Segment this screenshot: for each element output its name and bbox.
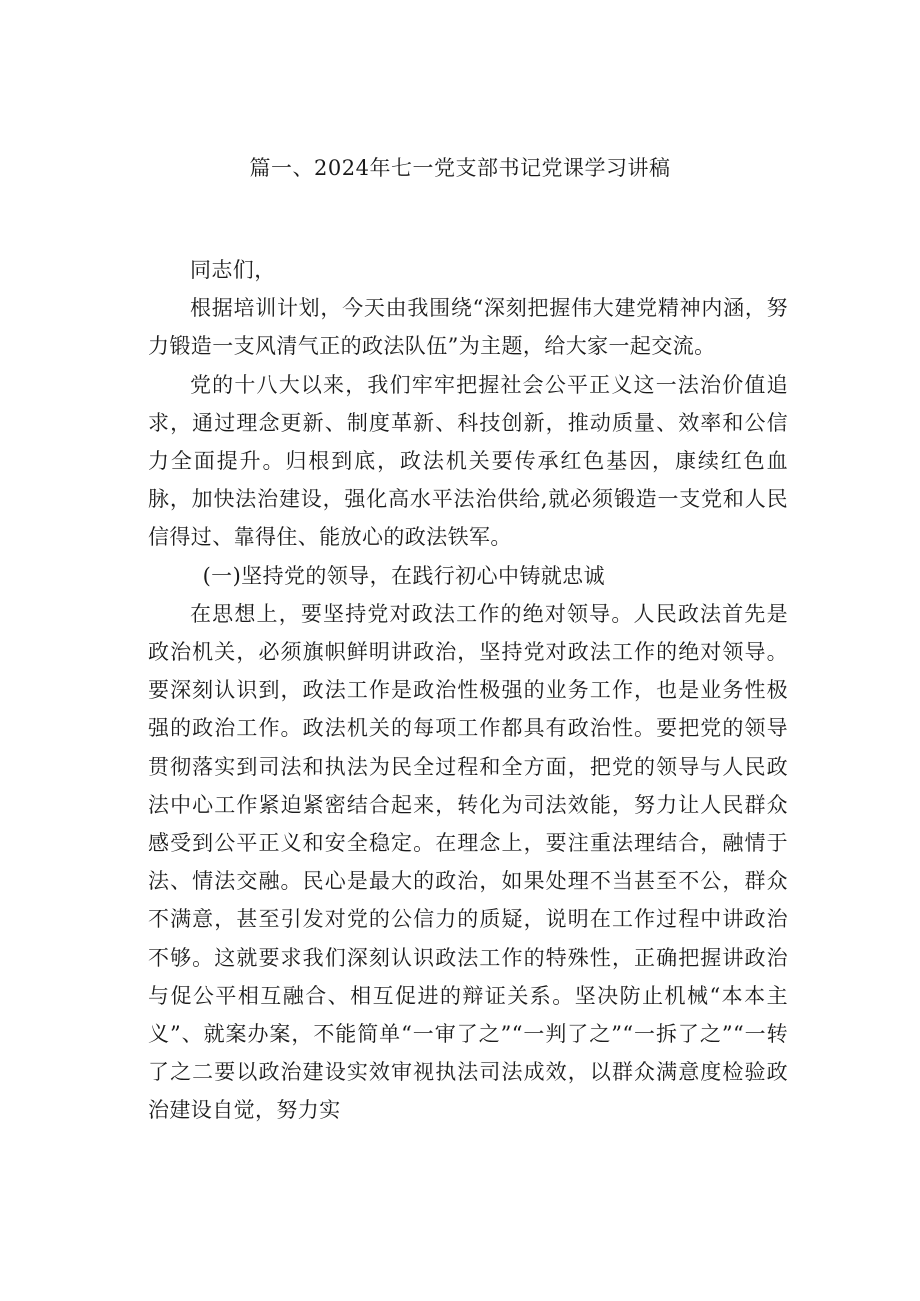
section-heading-1: (一)坚持党的领导，在践行初心中铸就忠诚	[202, 563, 605, 588]
paragraph-background: 党的十八大以来，我们牢牢把握社会公平正义这一法治价值追求，通过理念更新、制度革新、科技创新，推动质量、效率和公信力全面提升。归根到底，政法机关要传承红色基因，康续红色血脉，加快法治建设，强化高水平法治供给,就必须锻造一支党和人民信得过、靠得住、能放心的政法铁军。	[148, 372, 788, 550]
paragraph-section-1: 在思想上，要坚持党对政法工作的绝对领导。人民政法首先是政治机关，必须旗帜鲜明讲政治，坚持党对政法工作的绝对领导。要深刻认识到，政法工作是政治性极强的业务工作，也是业务性极强的政治工作。政法机关的每项工作都具有政治性。要把党的领导贯彻落实到司法和执法为民全过程和全方面，把党的领导与人民政法中心工作紧迫紧密结合起来，转化为司法效能，努力让人民群众感受到公平正义和安全稳定。在理念上，要注重法理结合，融情于法、情法交融。民心是最大的政治，如果处理不当甚至不公，群众不满意，甚至引发对党的公信力的质疑，说明在工作过程中讲政治不够。这就要求我们深刻认识政法工作的特殊性，正确把握讲政治与促公平相互融合、相互促进的辩证关系。坚决防止机械“本本主义”、就案办案，不能简单“一审了之”“一判了之”“一拆了之”“一转了之二要以政治建设实效审视执法司法成效，以群众满意度检验政治建设自觉，努力实	[148, 601, 788, 1123]
document-body	[148, 251, 788, 1130]
document-title: 篇一、2024年七一党支部书记党课学习讲稿	[249, 156, 671, 180]
paragraph-greeting: 同志们，	[190, 258, 276, 282]
paragraph-intro: 根据培训计划，今天由我围绕“深刻把握伟大建党精神内涵，努力锻造一支风清气正的政法队伍”为主题，给大家一起交流。	[148, 296, 788, 359]
